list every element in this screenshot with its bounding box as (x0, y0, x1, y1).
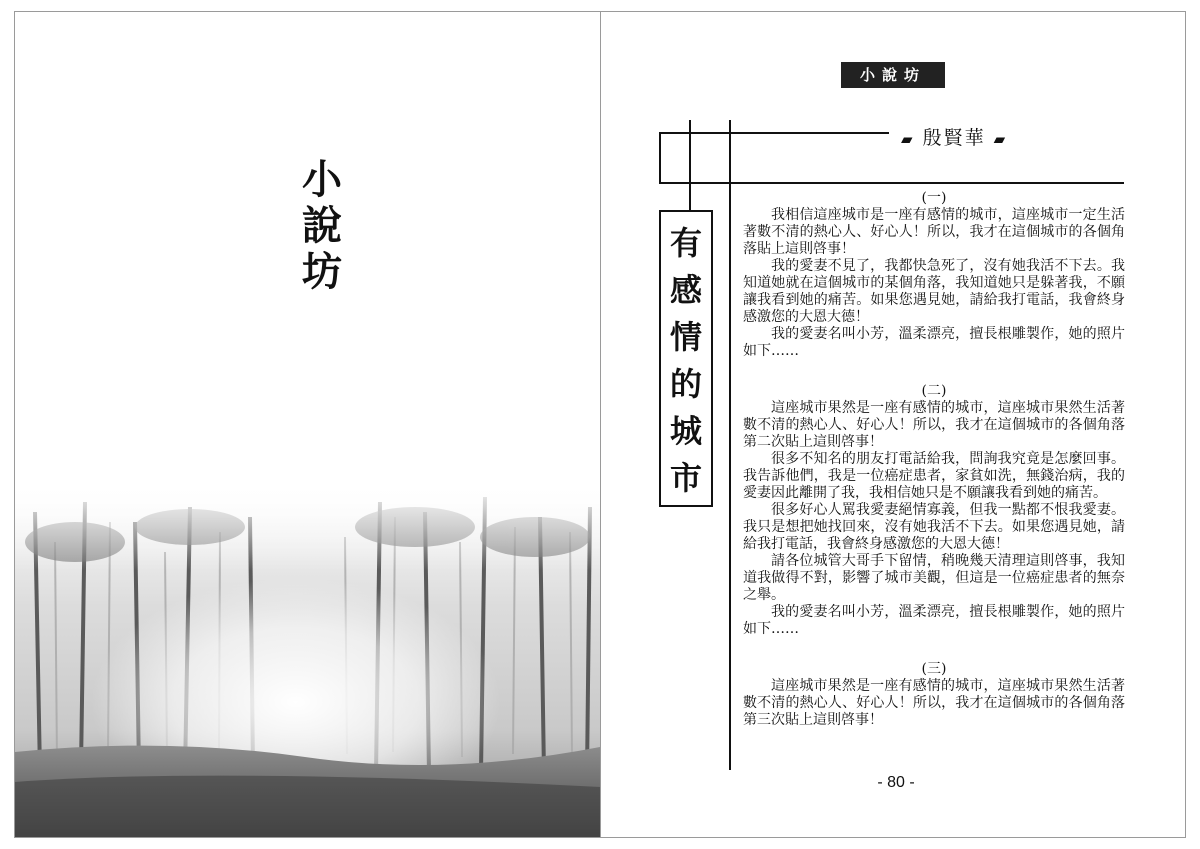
author-name (901, 123, 1031, 150)
deco-line (659, 182, 1124, 184)
section-heading: (三) (921, 661, 947, 677)
left-page (15, 12, 600, 837)
title-char: 市 (669, 459, 702, 497)
title-char: 有 (669, 224, 702, 262)
page-number: - 80 - (877, 774, 915, 791)
column-header-label: 小說坊 (841, 62, 945, 88)
paragraph: 我的愛妻名叫小芳，溫柔漂亮，擅長根雕製作，她的照片如下…… (743, 326, 1125, 359)
title-char: 情 (669, 318, 702, 356)
story-title-box (659, 210, 713, 507)
title-char: 的 (669, 365, 702, 403)
story-title-vertical (661, 220, 711, 502)
paragraph: 我的愛妻名叫小芳，溫柔漂亮，擅長根雕製作，她的照片如下…… (743, 604, 1125, 637)
paragraph: 請各位城管大哥手下留情，稍晚幾天清理這則啓事，我知道我做得不對，影響了城市美觀，但這是一位癌症患者的無奈之舉。 (743, 553, 1125, 603)
paragraph: 這座城市果然是一座有感情的城市，這座城市果然生活著數不清的熱心人、好心人！所以，我才在這個城市的各個角落第二次貼上這則啓事！ (743, 400, 1125, 450)
section-heading: (一) (921, 190, 947, 206)
title-char: 城 (669, 412, 702, 450)
section-title-char: 坊 (302, 248, 342, 295)
story-body (743, 190, 1125, 729)
paragraph: 這座城市果然是一座有感情的城市，這座城市果然生活著數不清的熱心人、好心人！所以，我才在這個城市的各個角落第三次貼上這則啓事！ (743, 678, 1125, 728)
author-name-text: 殷賢華 (922, 127, 986, 149)
section-title-char: 說 (302, 202, 342, 249)
section-title-char: 小 (302, 156, 342, 203)
paragraph: 很多不知名的朋友打電話給我，問詢我究竟是怎麼回事。我告訴他們，我是一位癌症患者，家貧如洗，無錢治病，我的愛妻因此離開了我，我相信她只是不願讓我看到她的痛苦。 (743, 451, 1125, 501)
paragraph: 我相信這座城市是一座有感情的城市，這座城市一定生活著數不清的熱心人、好心人！所以，我才在這個城市的各個角落貼上這則啓事！ (743, 207, 1125, 257)
right-page (601, 12, 1186, 837)
misty-forest-image (15, 482, 600, 837)
deco-line (659, 132, 889, 134)
section-title-vertical (292, 157, 352, 295)
paragraph: 很多好心人罵我愛妻絕情寡義，但我一點都不恨我愛妻。我只是想把她找回來，沒有她我活不下去。如果您遇見她，請給我打電話，我會終身感激您的大恩大德！ (743, 502, 1125, 552)
deco-line (659, 132, 661, 184)
paragraph: 我的愛妻不見了，我都快急死了，沒有她我活不下去。我知道她就在這個城市的某個角落，我知道她只是躲著我，不願讓我看到她的痛苦。如果您遇見她，請給我打電話，我會終身感激您的大恩大德！ (743, 258, 1125, 325)
deco-line (729, 120, 731, 770)
author-bar-right: ▰ (993, 130, 1008, 148)
title-char: 感 (669, 271, 702, 309)
author-bar-left: ▰ (901, 130, 915, 148)
section-heading: (二) (921, 383, 947, 399)
